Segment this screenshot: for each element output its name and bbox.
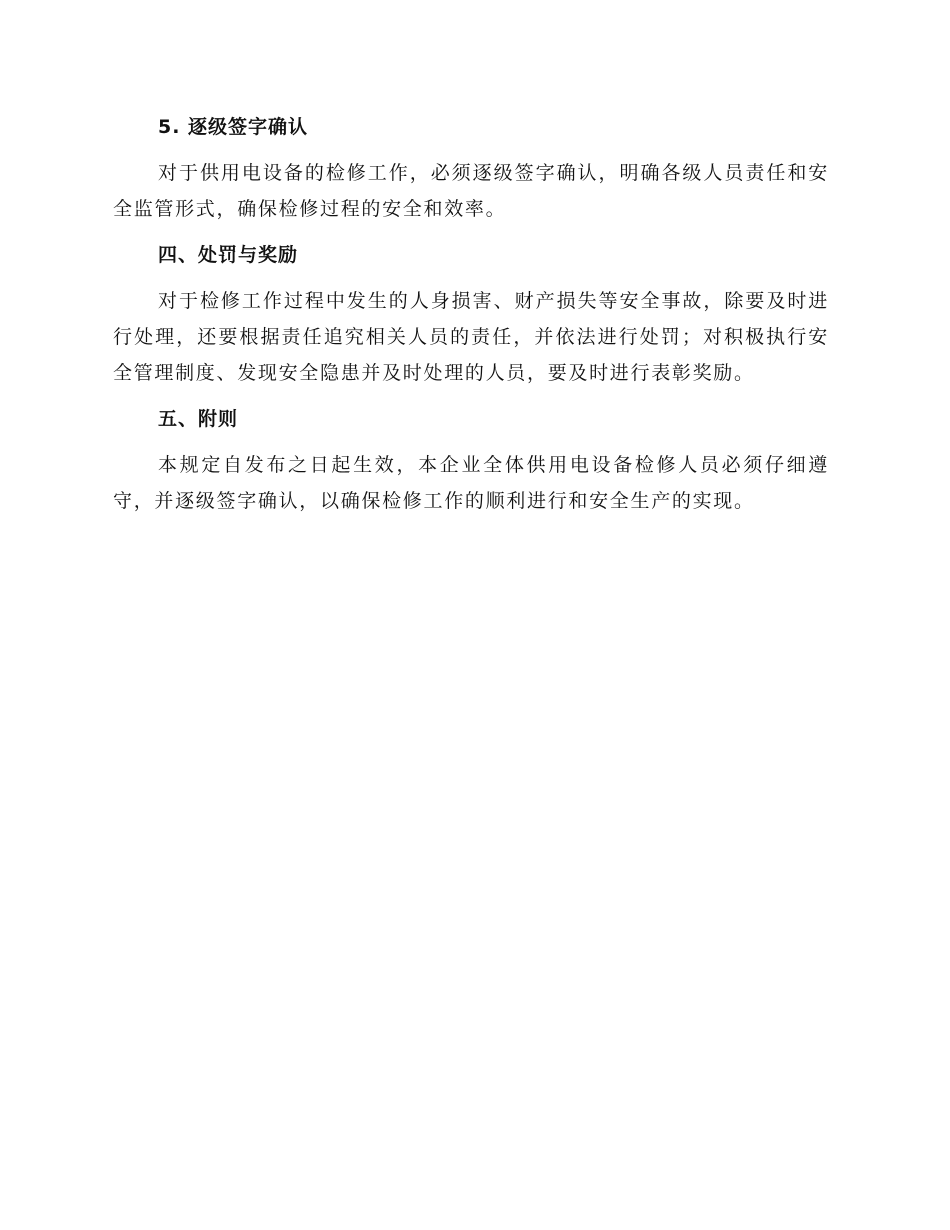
section-sign-off bbox=[113, 113, 829, 241]
section-paragraph: 对于供用电设备的检修工作，必须逐级签字确认，明确各级人员责任和安全监管形式，确保检修过程的安全和效率。 bbox=[113, 162, 829, 220]
section-paragraph: 本规定自发布之日起生效，本企业全体供用电设备检修人员必须仔细遵守，并逐级签字确认，以确保检修工作的顺利进行和安全生产的实现。 bbox=[113, 454, 829, 512]
section-heading: 5. 逐级签字确认 bbox=[158, 116, 309, 138]
document-body bbox=[113, 113, 829, 519]
section-heading: 四、处罚与奖励 bbox=[158, 244, 299, 266]
section-paragraph: 对于检修工作过程中发生的人身损害、财产损失等安全事故，除要及时进行处理，还要根据责任追究相关人员的责任，并依法进行处罚；对积极执行安全管理制度、发现安全隐患并及时处理的人员，要及时进行表彰奖励。 bbox=[113, 290, 829, 384]
section-penalties-rewards bbox=[113, 241, 829, 405]
section-supplementary bbox=[113, 405, 829, 519]
section-heading: 五、附则 bbox=[158, 408, 239, 430]
